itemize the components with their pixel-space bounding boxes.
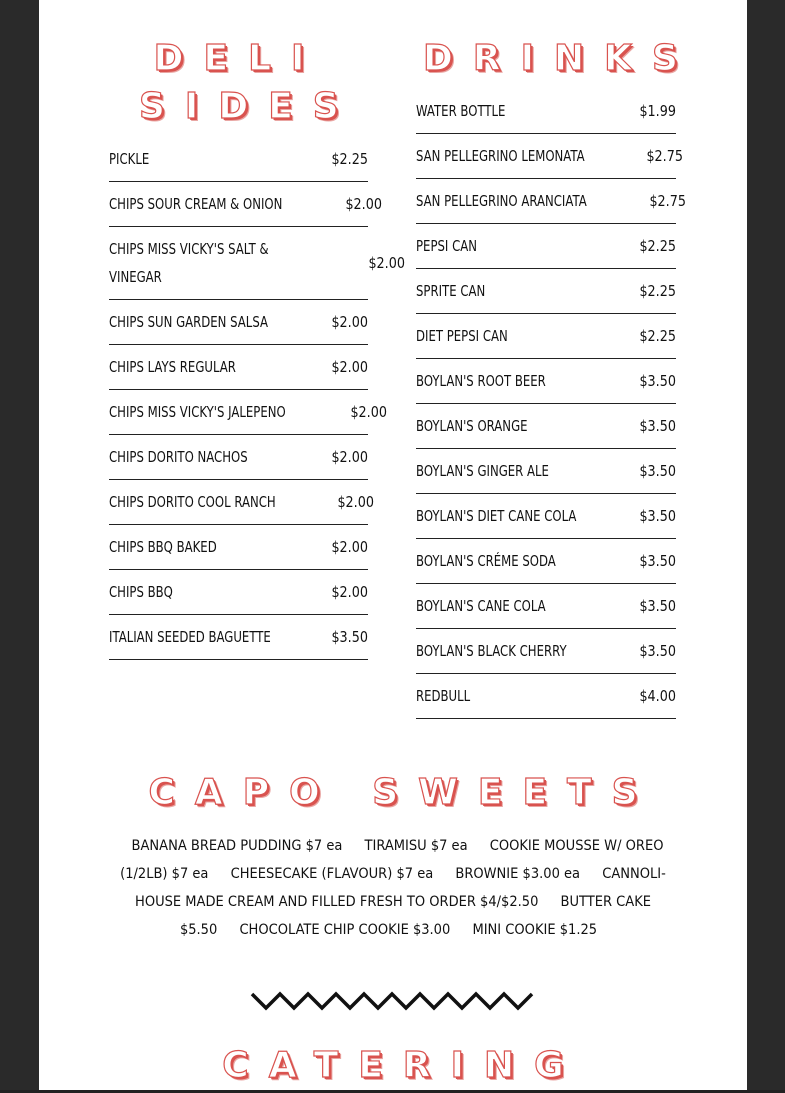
drink-item [416,314,676,359]
deli-side-item-name [109,145,325,173]
sweet-item: COOKIE MOUSSE W/ OREO (1/2LB) $7 ea [120,838,664,882]
drink-item-name [416,367,633,395]
drink-item-price: $3.50 [639,372,676,390]
drink-item-name-text: SPRITE CAN [416,282,486,300]
deli-side-item [109,390,387,435]
drink-item-name [416,277,633,305]
sweet-item: CHOCOLATE CHIP COOKIE $3.00 [239,922,451,938]
deli-side-item-price: $2.00 [331,583,368,601]
deli-side-item [109,480,374,525]
deli-side-item-price: $2.00 [331,313,368,331]
deli-side-item [109,525,368,570]
drink-item-name [416,547,633,575]
drink-item-price: $3.50 [639,642,676,660]
drink-item-name-text: SAN PELLEGRINO LEMONATA [416,147,585,165]
drink-item-name [416,97,633,125]
drink-item-name [416,187,643,215]
drink-item-price: $4.00 [639,687,676,705]
deli-side-item [109,300,368,345]
deli-sides-title-line1: DELI [153,38,325,79]
drink-item-name [416,502,633,530]
drink-item [416,89,676,134]
deli-side-item-name-text: CHIPS SOUR CREAM & ONION [109,195,283,213]
drink-item-name-text: REDBULL [416,687,471,705]
drink-item-name-text: BOYLAN'S CANE COLA [416,597,546,615]
drink-item-price: $2.75 [646,147,684,165]
drink-item [416,224,676,269]
drink-item [416,629,676,674]
drink-item-name-text: BOYLAN'S DIET CANE COLA [416,507,577,525]
sweet-item: MINI COOKIE $1.25 [472,922,598,938]
drink-item [416,179,686,224]
deli-side-item [109,615,368,660]
drink-item [416,449,676,494]
drink-item [416,269,676,314]
drink-item [416,674,676,719]
deli-side-item-name [109,353,325,381]
deli-side-item-price: $3.50 [331,628,368,646]
deli-side-item-price: $2.00 [345,195,383,213]
drink-item-name-text: BOYLAN'S GINGER ALE [416,462,549,480]
menu-page [39,0,747,1090]
deli-side-item-name-text: CHIPS MISS VICKY'S SALT & VINEGAR [109,240,269,286]
drink-item-name-text: PEPSI CAN [416,237,478,255]
drink-item-name-text: SAN PELLEGRINO ARANCIATA [416,192,587,210]
drink-item-name-text: DIET PEPSI CAN [416,327,508,345]
drink-item-price: $3.50 [639,552,676,570]
deli-side-item-name [109,398,344,426]
drink-item-name [416,682,633,710]
deli-side-item-price: $2.00 [331,538,368,556]
drink-item-price: $3.50 [639,597,676,615]
deli-side-item-name [109,623,325,651]
sweet-item: BUTTER CAKE $5.50 [179,894,651,938]
deli-side-item-price: $2.00 [337,493,374,511]
drinks-list [416,89,686,719]
drink-item-price: $2.25 [639,327,676,345]
drink-item-name [416,322,633,350]
drink-item-name-text: WATER BOTTLE [416,102,506,120]
sweet-item: BROWNIE $3.00 ea [455,866,581,882]
drink-item-name [416,232,633,260]
drink-item-name [416,637,633,665]
deli-sides-title-line2: SIDES [139,86,359,127]
drink-item-name [416,457,633,485]
drink-item [416,584,676,629]
deli-side-item-name [109,533,325,561]
drink-item-name-text: BOYLAN'S ORANGE [416,417,528,435]
deli-side-item-price: $2.00 [368,254,405,272]
drink-item-price: $2.75 [649,192,686,210]
drink-item-price: $3.50 [639,417,676,435]
drink-item [416,404,676,449]
deli-sides-list [109,137,405,660]
deli-side-item-name [109,235,362,291]
deli-side-item-name-text: ITALIAN SEEDED BAGUETTE [109,628,271,646]
drink-item-name [416,412,633,440]
deli-side-item [109,137,368,182]
drinks-title: DRINKS [423,38,698,79]
sweet-item: CANNOLI- HOUSE MADE CREAM AND FILLED FRESH TO ORDER $4/$2.50 [135,866,666,910]
deli-side-item [109,345,368,390]
deli-side-item-name-text: PICKLE [109,150,150,168]
deli-side-item-name-text: CHIPS LAYS REGULAR [109,358,236,376]
deli-side-item-name-text: CHIPS BBQ [109,583,173,601]
drink-item-name-text: BOYLAN'S ROOT BEER [416,372,546,390]
drink-item-price: $1.99 [639,102,676,120]
drink-item-price: $3.50 [639,507,676,525]
drink-item-price: $2.25 [639,237,676,255]
deli-side-item-name-text: CHIPS BBQ BAKED [109,538,217,556]
catering-title: CATERING [222,1045,584,1086]
deli-side-item [109,570,368,615]
sweet-item: BANANA BREAD PUDDING $7 ea [131,838,343,854]
drink-item [416,494,676,539]
capo-sweets-title: CAPO SWEETS [148,772,658,813]
drink-item-name [416,592,633,620]
deli-side-item-price: $2.00 [349,403,387,421]
deli-side-item-price: $2.25 [331,150,368,168]
drink-item [416,539,676,584]
deli-side-item-name [109,443,325,471]
deli-side-item-name [109,488,331,516]
deli-side-item-name-text: CHIPS DORITO NACHOS [109,448,248,466]
drink-item [416,359,676,404]
deli-side-item [109,182,383,227]
drink-item-name-text: BOYLAN'S CRÉME SODA [416,552,556,570]
drink-item-price: $3.50 [639,462,676,480]
drink-item [416,134,684,179]
deli-side-item [109,227,405,300]
zigzag-divider [250,990,536,1014]
drink-item-name [416,142,640,170]
deli-side-item-name-text: CHIPS DORITO COOL RANCH [109,493,276,511]
sweet-item: TIRAMISU $7 ea [364,838,468,854]
sweet-item: CHEESECAKE (FLAVOUR) $7 ea [230,866,434,882]
sweets-list [111,832,675,944]
deli-side-item-price: $2.00 [331,448,368,466]
deli-side-item-price: $2.00 [331,358,368,376]
deli-side-item-name-text: CHIPS SUN GARDEN SALSA [109,313,268,331]
drink-item-price: $2.25 [639,282,676,300]
deli-side-item [109,435,368,480]
deli-side-item-name-text: CHIPS MISS VICKY'S JALEPENO [109,403,286,421]
drink-item-name-text: BOYLAN'S BLACK CHERRY [416,642,567,660]
deli-side-item-name [109,578,325,606]
deli-side-item-name [109,190,339,218]
deli-side-item-name [109,308,325,336]
